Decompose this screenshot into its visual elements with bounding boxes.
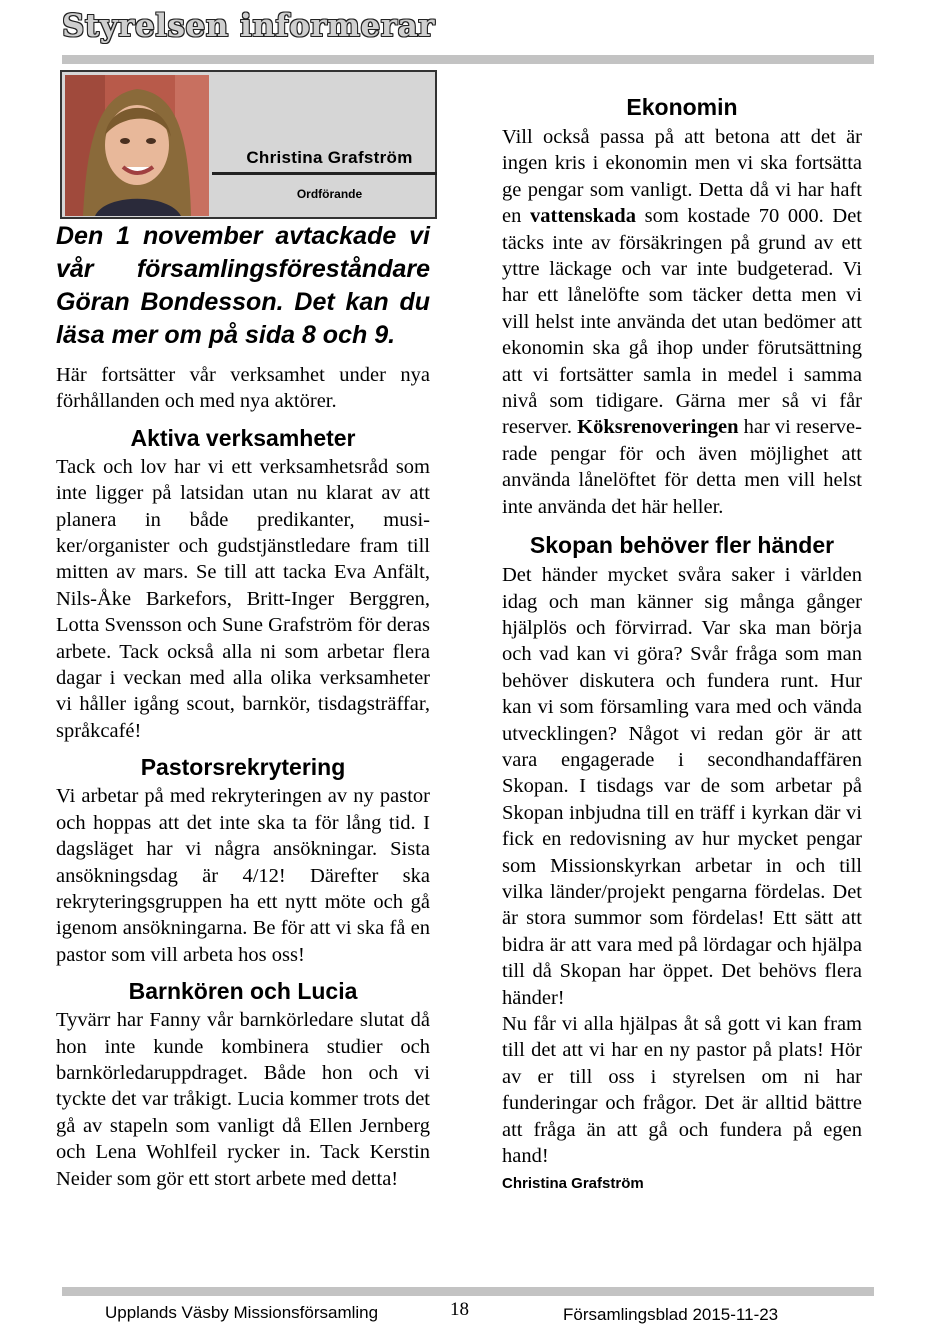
footer-organization: Upplands Väsby Missionsförsamling [105,1303,379,1322]
profile-role: Ordförande [296,187,363,201]
signature: Christina Grafström [502,1175,644,1193]
footer-issue: Församlingsblad 2015-11-23 [563,1305,779,1324]
profile-name: Christina Grafström [246,148,413,167]
bold-term: vattenskada [530,205,636,228]
right-column [502,92,862,1192]
section-heading: Aktiva verksamheter [130,424,356,451]
portrait-photo-icon [65,75,209,216]
top-divider [62,55,874,64]
section-heading: Ekonomin [626,94,738,120]
bold-term: Köksrenoveringen [577,416,739,439]
section-heading: Skopan behöver fler händer [529,532,835,559]
text-run: Vill också passa på att betona att det är ingen kris i ekonomin men vi ska fortsätta ge pengar som vanligt. Detta då vi har haft en [502,126,862,228]
profile-divider [212,172,437,175]
bottom-divider [62,1287,874,1296]
intro-paragraph: Här fortsätter vår verksamhet under nya förhållanden och med nya aktörer. [56,364,430,413]
section-heading: Pastorsrekrytering [140,754,346,781]
text-run: som kostade 70 000. Det täcks inte av försäkringen på grund av ett yttre läckage och var inte budgeterad. Vi har ett lånelöfte som täcker detta men vi vill helst inte använda det utan bedömer att ekonomin ska gå ihop under förutsättning att vi fortsätter samla in medel i samma nivå som tidigare. Gärna mer så vi får reserver. [502,205,862,439]
profile-box [60,70,437,219]
text-run: har vi reserverade pengar för och även möjlighet att använda lånelöftet för detta men vill helst inte använda det här heller. [502,416,862,518]
lead-paragraph: Den 1 november avtackade vi vår församlingsföreståndare Göran Bondesson. Det kan du läsa mer om på sida 8 och 9. [56,222,430,349]
economy-text [502,124,862,520]
section-text: Tyvärr har Fanny vår barnkörledare slutat då hon inte kunde kombinera studier och barnkörledaruppdraget. Både hon och vi tyckte det var tråkigt. Lucia kommer trots det gå av stapeln som vanligt då Ellen Jernberg och Lena Wohlfeil rycker in. Tack Kerstin Neider som gör ett stort arbete med detta! [56,1009,430,1190]
closing-text: Nu får vi alla hjälpas åt så gott vi kan fram till det att vi har en ny pastor på plats! Hör av er till oss i styrelsen om ni har funderingar och frågor. Det är alltid bättre att fråga än att gå och fundera på egen hand! [502,1013,862,1168]
section-text: Tack och lov har vi ett verksamhetsråd som inte ligger på latsidan utan nu klarat av att planera in både predikanter, musiker/organister och gudstjänstledare fram till mitten av mars. Se till att tacka Eva Anfält, Nils-Åke Barkefors, Britt-Inger Berggren, Lotta Svensson och Sune Grafström för deras arbete. Tack också alla ni som arbetar flera dagar i veckan med alla olika verksamheter vi håller igång scout, barnkör, tisdagsträffar, språkcafé! [56,455,430,742]
section-heading: Barnkören och Lucia [128,978,358,1005]
skopan-text: Det händer mycket svåra saker i världen idag och man känner sig många gånger hjälplös och förvirrad. Var ska man börja och vad kan vi göra? Svår fråga som man behöver diskutera och fundera runt. Hur kan vi som församling vara med och vända utvecklingen? Något vi redan gör är att vara engagerade i secondhandaffären Skopan. I tisdags var de som arbetar på Skopan inbjudna till en träff i kyrkan där vi fick en redovisning av hur mycket pengar som Missionskyrkan arbetar in och till vilka länder/projekt pengarna fördelas. Det är stora summor som fördelas! Ett sätt att bidra är att vara med på lördagar och hjälpa till då Skopan har öppet. Det behövs flera händer! [502,564,862,1009]
left-column [56,220,430,1192]
page-number: 18 [450,1299,469,1320]
page-title: Styrelsen informerar [62,8,435,44]
section-text: Vi arbetar på med rekryteringen av ny pastor och hoppas att det inte ska ta för lång tid. I dagsläget har vi några ansökningar. Sista ansökningsdag är 4/12! Därefter ska rekryteringsgruppen ha ett nytt möte och gå igenom ansökningarna. Be för att vi ska få en pastor som vill arbeta hos oss! [56,785,430,966]
